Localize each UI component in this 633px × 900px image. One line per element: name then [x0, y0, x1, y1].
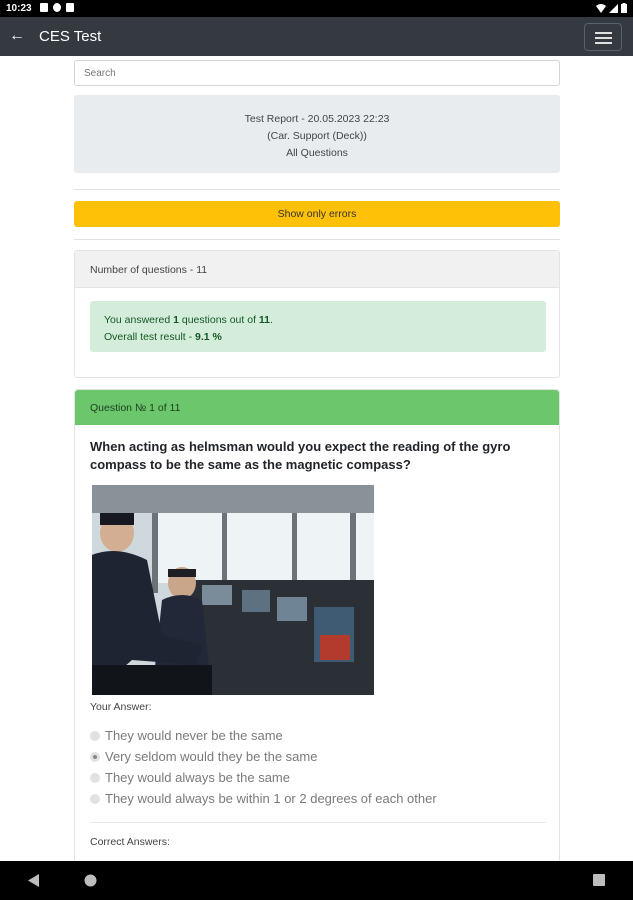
answered-text: You answered: [104, 314, 174, 326]
answered-count: 1: [173, 314, 179, 326]
report-category: (Car. Support (Deck)): [267, 130, 367, 142]
answered-text: questions out of: [178, 314, 259, 326]
answer-option-label: They would never be the same: [105, 728, 283, 743]
divider: [74, 189, 560, 190]
search-input[interactable]: [74, 60, 560, 86]
app-title: CES Test: [39, 28, 102, 45]
summary-header: Number of questions - 11: [75, 251, 559, 288]
answer-option-label: Very seldom would they be the same: [105, 749, 318, 764]
answer-option[interactable]: [90, 791, 437, 806]
answer-option[interactable]: [90, 749, 317, 764]
summary-card: [74, 250, 560, 378]
notification-icon: [40, 3, 48, 12]
question-card: [74, 389, 560, 861]
system-nav-bar: [0, 861, 633, 900]
hamburger-line: [595, 37, 612, 39]
divider: [74, 239, 560, 240]
answer-option[interactable]: [90, 770, 290, 785]
your-answer-label: Your Answer:: [90, 701, 152, 713]
result-label: Overall test result -: [104, 331, 196, 343]
question-header: Question № 1 of 11: [75, 390, 559, 425]
back-arrow-icon[interactable]: ←: [9, 27, 25, 44]
report-title: Test Report - 20.05.2023 22:23: [244, 113, 390, 125]
answer-option-label: They would always be within 1 or 2 degrees of each other: [105, 791, 437, 806]
main-content: [74, 56, 560, 861]
nav-home-icon[interactable]: [84, 874, 97, 887]
report-scope: All Questions: [286, 147, 348, 159]
radio-unchecked-icon[interactable]: [90, 773, 100, 783]
status-bar: [0, 0, 633, 17]
wifi-icon: [596, 4, 606, 13]
question-text: When acting as helmsman would you expect the reading of the gyro compass to be the same as the magnetic compass?: [90, 439, 511, 472]
signal-icon: [609, 4, 618, 13]
answered-line: [104, 312, 532, 329]
correct-answers-label: Correct Answers:: [90, 836, 170, 848]
status-time: 10:23: [6, 3, 32, 14]
app-bar: [0, 17, 633, 56]
test-report-panel: [74, 95, 560, 173]
question-image: [92, 485, 374, 695]
total-count: 11: [258, 314, 271, 326]
radio-unchecked-icon[interactable]: [90, 794, 100, 804]
result-value: 9.1 %: [195, 331, 222, 343]
ship-bridge-photo: [92, 485, 374, 695]
radio-unchecked-icon[interactable]: [90, 731, 100, 741]
clipboard-icon: [66, 3, 74, 12]
nav-back-icon[interactable]: [28, 874, 40, 887]
answer-option[interactable]: [90, 728, 283, 743]
answered-text: .: [270, 314, 273, 326]
notification-icons: [40, 3, 74, 12]
hamburger-icon: [595, 32, 612, 34]
menu-button[interactable]: [584, 23, 622, 51]
show-only-errors-button[interactable]: Show only errors: [74, 201, 560, 227]
result-line: [104, 329, 532, 346]
radio-checked-icon[interactable]: [90, 752, 100, 762]
answer-option-label: They would always be the same: [105, 770, 290, 785]
battery-icon: [621, 3, 627, 13]
result-alert: [90, 301, 546, 352]
hamburger-line: [595, 42, 612, 44]
app-notification-icon: [53, 3, 61, 12]
divider: [90, 822, 546, 823]
nav-recents-icon[interactable]: [593, 874, 605, 886]
